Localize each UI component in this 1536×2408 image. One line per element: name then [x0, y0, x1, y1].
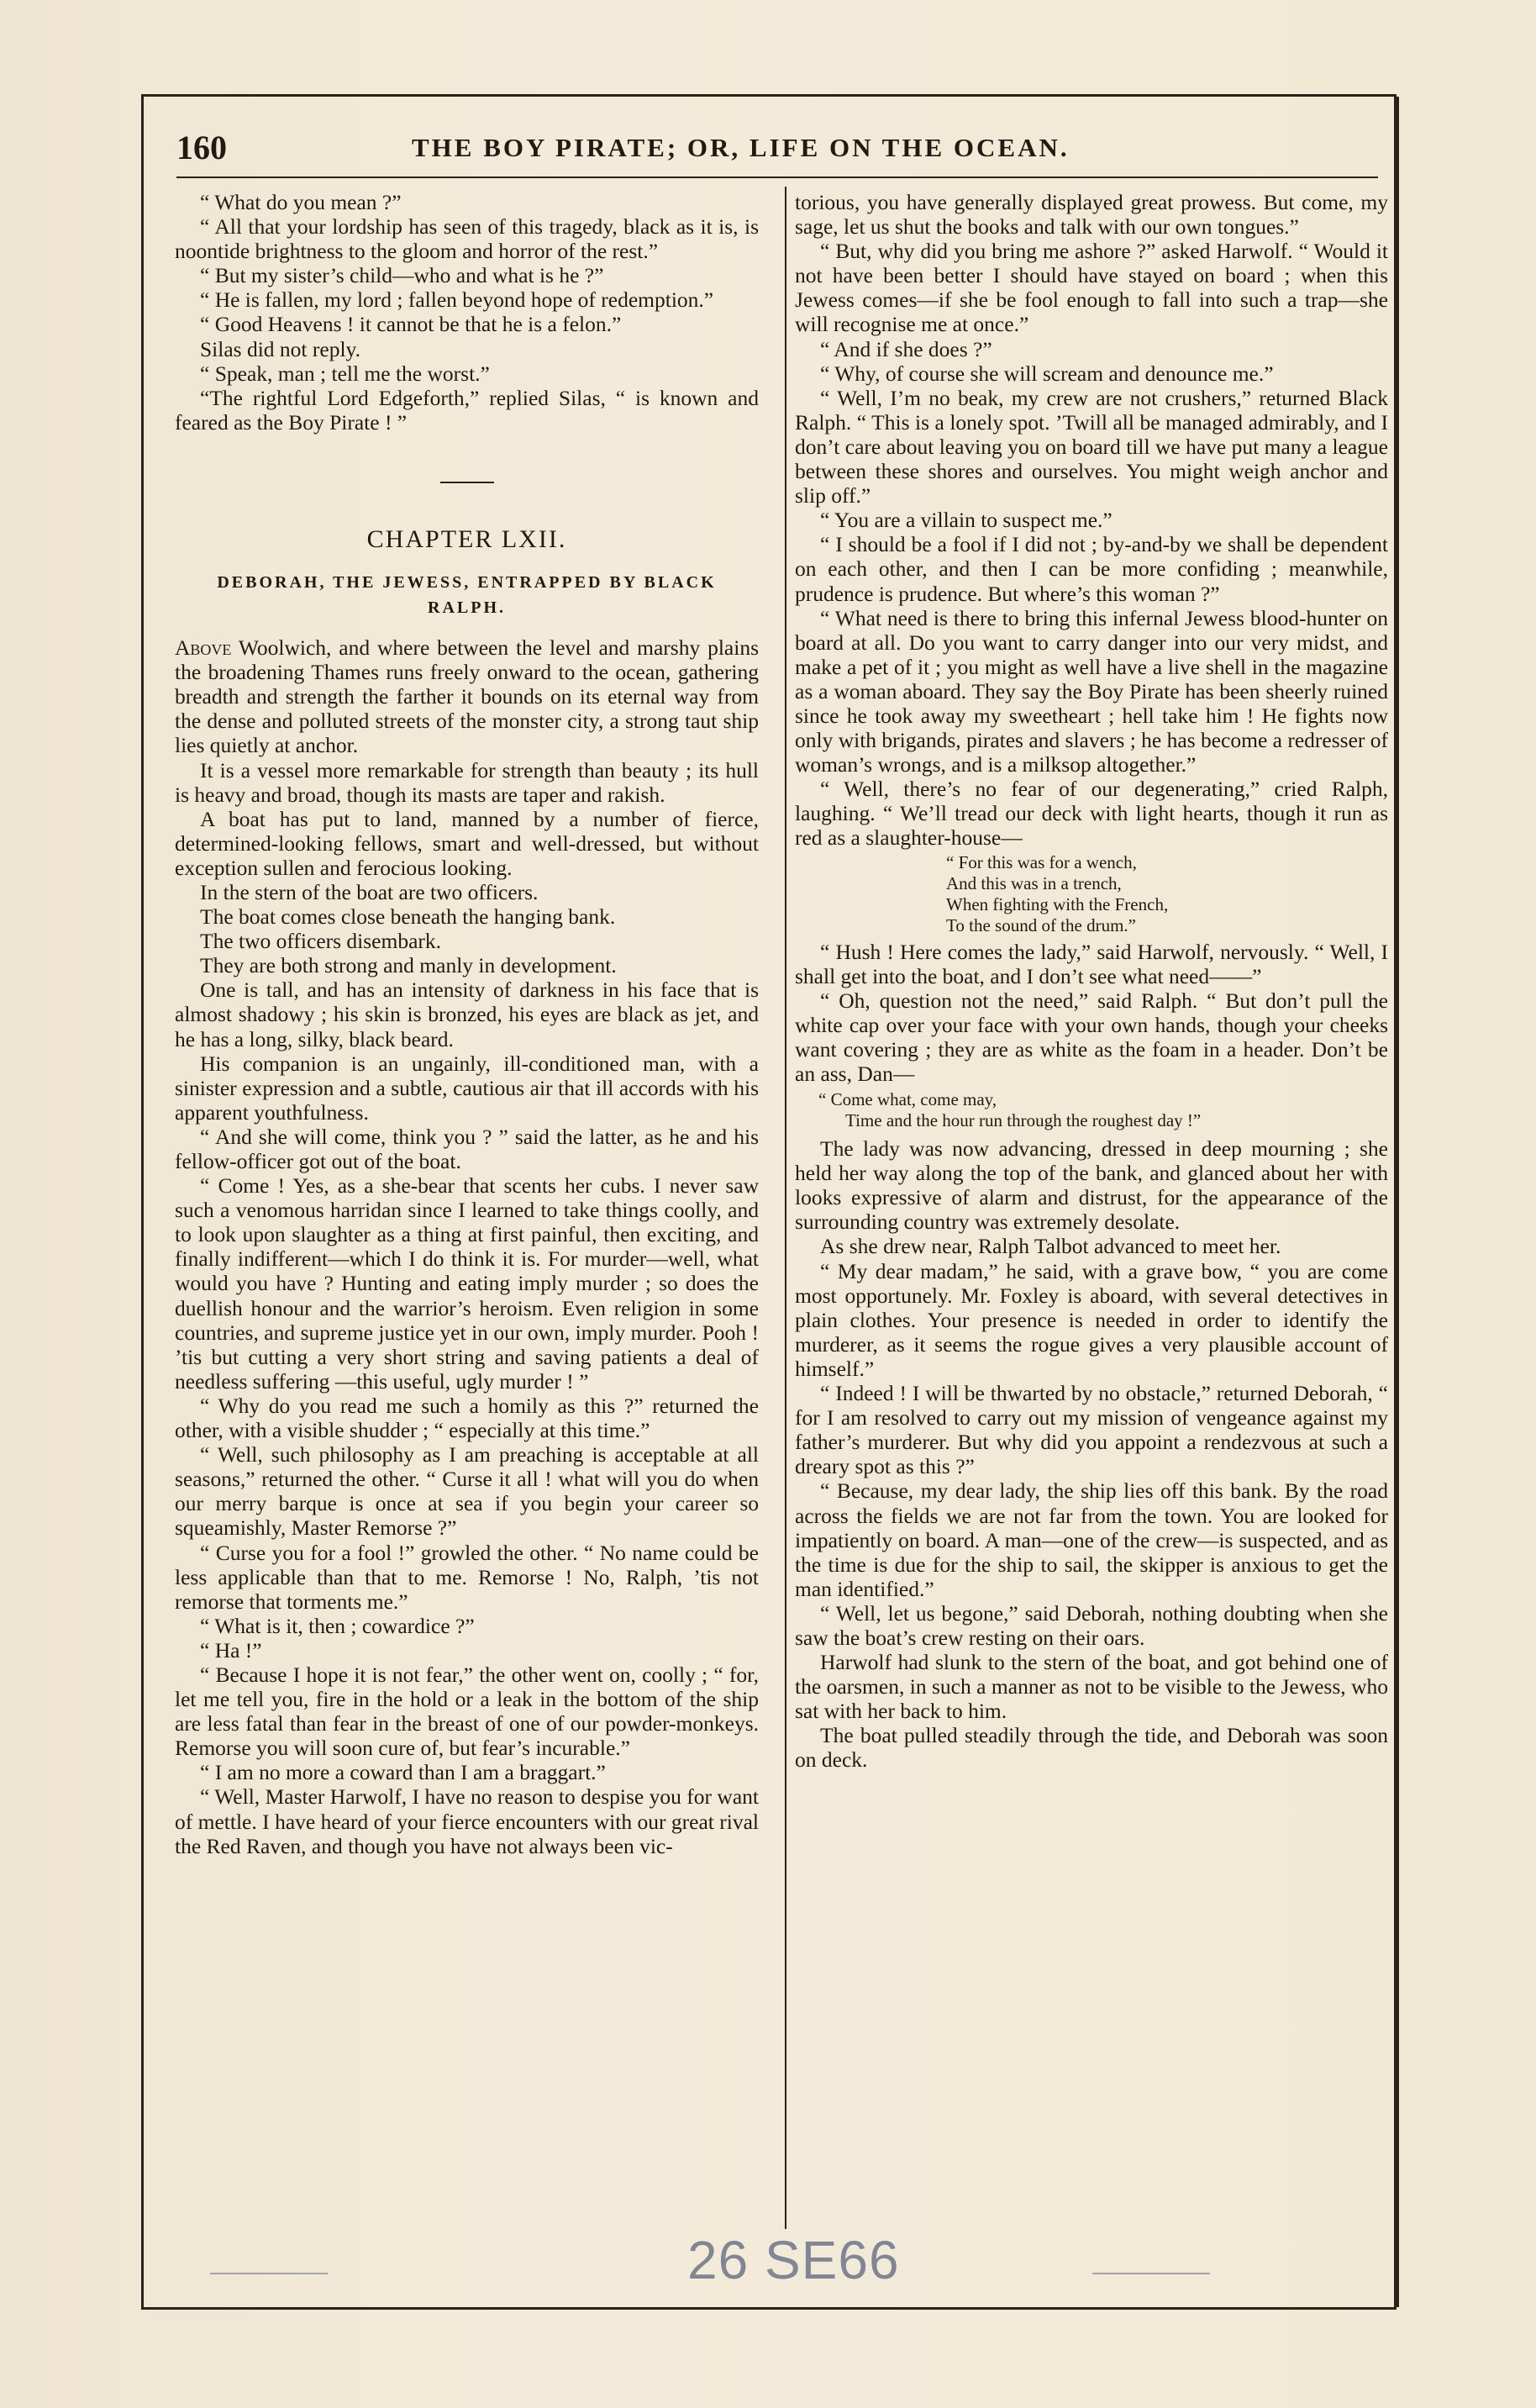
paragraph: It is a vessel more remarkable for strength than beauty ; its hull is heavy and broad, though its masts are taper and rakish.: [175, 757, 759, 807]
verse-line: To the sound of the drum.”: [946, 914, 1136, 935]
verse-quotation: [795, 1089, 1388, 1131]
paragraph: A boat has put to land, manned by a number of fierce, determined-looking fellows, smart and well-dressed, but without exception sullen and ferocious looking.: [175, 806, 759, 880]
column-divider: [785, 187, 786, 2229]
verse-line: And this was in a trench,: [946, 872, 1122, 893]
paragraph: “ Indeed ! I will be thwarted by no obstacle,” returned Deborah, “ for I am resolved to carry out my mission of vengeance against my father’s murderer. But why did you appoint a rendezvous at such a dreary spot as this ?”: [795, 1381, 1388, 1479]
left-column: [175, 190, 759, 1858]
stamp-line: [1092, 2273, 1210, 2274]
paragraph: “ Ha !”: [200, 1637, 262, 1662]
paragraph: “ Why, of course she will scream and denounce me.”: [820, 361, 1274, 386]
paragraph: In the stern of the boat are two officers.: [200, 879, 539, 904]
paragraph: “ And if she does ?”: [820, 336, 992, 361]
paragraph: “ I should be a fool if I did not ; by-and-by we shall be dependent on each other, and then I can be more confiding ; meanwhile, prudence is prudence. But where’s this woman ?”: [795, 532, 1388, 606]
paragraph: “ You are a villain to suspect me.”: [820, 508, 1113, 533]
chapter-opening-paragraph: [175, 635, 759, 757]
stamp-line: [210, 2273, 328, 2274]
paragraph: Silas did not reply.: [200, 336, 361, 361]
page-header: [176, 124, 1370, 175]
paragraph: “The rightful Lord Edgeforth,” replied Silas, “ is known and feared as the Boy Pirate ! ”: [175, 385, 759, 435]
paragraph: “ Well, let us begone,” said Deborah, nothing doubting when she saw the boat’s crew resting on their oars.: [795, 1600, 1388, 1650]
paragraph: “ Curse you for a fool !” growled the other. “ No name could be less applicable than that to me. Remorse ! No, Ralph, ’tis not remorse that torments me.”: [175, 1540, 759, 1614]
paragraph: “ Oh, question not the need,” said Ralph. “ But don’t pull the white cap over your face with your own hands, though your cheeks want covering ; they are as white as the foam in a header. Don’t be an ass, Dan—: [795, 988, 1388, 1086]
paragraph: “ Well, such philosophy as I am preaching is acceptable at all seasons,” returned the other. “ Curse it all ! what will you do when our merry barque is once at sea if you begin your career so squeamishly, Master Remorse ?”: [175, 1442, 759, 1541]
paragraph: “ What need is there to bring this infernal Jewess blood-hunter on board at all. Do you want to carry danger into our very midst, and make a pet of it ; you might as well have a live shell in the magazine as a woman aboard. They say the Boy Pirate has been sheerly ruined since he took away my sweetheart ; hell take him ! He fights now only with brigands, pirates and slavers ; he has become a redresser of woman’s wrongs, and is a milksop altogether.”: [795, 605, 1388, 777]
verse-line: When fighting with the French,: [946, 893, 1169, 914]
page-number: 160: [176, 129, 227, 166]
section-rule: [440, 482, 494, 483]
right-column: [795, 190, 1388, 1773]
chapter-subtitle: DEBORAH, THE JEWESS, ENTRAPPED BY BLACK RALPH.: [217, 573, 717, 618]
verse-line: Time and the hour run through the roughest day !”: [845, 1110, 1202, 1131]
paragraph: “ I am no more a coward than I am a braggart.”: [200, 1760, 606, 1785]
paragraph: “ Good Heavens ! it cannot be that he is a felon.”: [200, 312, 622, 337]
paragraph: “ What do you mean ?”: [200, 190, 402, 214]
paragraph: The boat pulled steadily through the tide, and Deborah was soon on deck.: [795, 1723, 1388, 1773]
paragraph: “ Hush ! Here comes the lady,” said Harwolf, nervously. “ Well, I shall get into the boat, and I don’t see what need——”: [795, 939, 1388, 988]
paragraph: “ Come ! Yes, as a she-bear that scents her cubs. I never saw such a venomous harridan since I learned to take things coolly, and to look upon slaughter as a thing at first painful, then exciting, and finally indifferent—which I do think it is. For murder—well, what would you have ? Hunting and eating imply murder ; so does the duellish honour and the warrior’s heroism. Even religion in some countries, and supreme justice yet in our own, imply murder. Pooh ! ’tis but cutting a very short string and saving patients a deal of needless suffering —this useful, ugly murder ! ”: [175, 1173, 759, 1394]
paragraph: “ But my sister’s child—who and what is he ?”: [200, 263, 604, 288]
paragraph: The boat comes close beneath the hanging bank.: [200, 904, 616, 930]
paragraph: “ Because I hope it is not fear,” the other went on, coolly ; “ for, let me tell you, fire in the hold or a leak in the bottom of the ship are less fatal than fear in the breast of one of our powder-monkeys. Remorse you will soon cure of, but fear’s incurable.”: [175, 1662, 759, 1761]
paragraph: “ Well, Master Harwolf, I have no reason to despise you for want of mettle. I have heard of your fierce encounters with our great rival the Red Raven, and though you have not always been vic-: [175, 1784, 759, 1858]
paragraph: “ What is it, then ; cowardice ?”: [200, 1613, 475, 1638]
paragraph: They are both strong and manly in development.: [200, 953, 617, 978]
paragraph: “ Well, I’m no beak, my crew are not crushers,” returned Black Ralph. “ This is a lonely spot. ’Twill all be managed admirably, and I don’t care about leaving you on board till we have put many a league between these shores and ourselves. You might weigh anchor and slip off.”: [795, 385, 1388, 508]
paragraph: “ My dear madam,” he said, with a grave bow, “ you are come most opportunely. Mr. Foxley is aboard, with several detectives in plain clothes. Your presence is needed in order to identify the murderer, as it seems the rogue gives a very plausible account of himself.”: [795, 1258, 1388, 1381]
paragraph: “ Speak, man ; tell me the worst.”: [200, 361, 490, 386]
verse-quotation: [795, 852, 1388, 936]
running-title: THE BOY PIRATE; OR, LIFE ON THE OCEAN.: [412, 133, 1070, 162]
chapter-title: CHAPTER LXII.: [366, 524, 567, 553]
library-date-stamp: 26 SE66: [687, 2230, 900, 2290]
paragraph: One is tall, and has an intensity of darkness in his face that is almost shadowy ; his skin is bronzed, his eyes are black as jet, and he has a long, silky, black beard.: [175, 977, 759, 1051]
paragraph: The lady was now advancing, dressed in deep mourning ; she held her way along the top of the bank, and glanced about her with looks expressive of alarm and distrust, for the appearance of the surrounding country was extremely desolate.: [795, 1136, 1388, 1235]
verse-line: “ For this was for a wench,: [946, 851, 1137, 872]
paragraph: torious, you have generally displayed great prowess. But come, my sage, let us shut the books and talk with our own tongues.”: [795, 190, 1388, 240]
paragraph: His companion is an ungainly, ill-conditioned man, with a sinister expression and a subtle, cautious air that ill accords with his apparent youthfulness.: [175, 1051, 759, 1125]
paragraph: As she drew near, Ralph Talbot advanced to meet her.: [820, 1234, 1281, 1259]
paragraph: “ But, why did you bring me ashore ?” asked Harwolf. “ Would it not have been better I should have stayed on board ; when this Jewess comes—if she be fool enough to fall into such a trap—she will recognise me at once.”: [795, 239, 1388, 337]
paragraph: The two officers disembark.: [200, 929, 442, 954]
paragraph: “ Why do you read me such a homily as this ?” returned the other, with a visible shudder ; “ especially at this time.”: [175, 1393, 759, 1443]
opening-words: Above: [175, 635, 232, 661]
paragraph: Harwolf had slunk to the stern of the boat, and got behind one of the oarsmen, in such a manner as not to be visible to the Jewess, who sat with her back to him.: [795, 1650, 1388, 1724]
header-rule: [176, 177, 1378, 178]
paragraph: “ And she will come, think you ? ” said the latter, as he and his fellow-officer got out of the boat.: [175, 1124, 759, 1173]
paragraph: “ Because, my dear lady, the ship lies off this bank. By the road across the fields we are not far from the town. You are looked for impatiently on board. A man—one of the crew—is suspected, and as the time is due for the ship to sail, the skipper is anxious to get the man identified.”: [795, 1478, 1388, 1601]
paragraph: “ He is fallen, my lord ; fallen beyond hope of redemption.”: [200, 287, 714, 313]
paragraph: “ Well, there’s no fear of our degenerating,” cried Ralph, laughing. “ We’ll tread our deck with light hearts, though it run as red as a slaughter-house—: [795, 777, 1388, 851]
paragraph: “ All that your lordship has seen of this tragedy, black as it is, is noontide brightness to the gloom and horror of the rest.”: [175, 214, 759, 264]
opening-text: Woolwich, and where between the level and marshy plains the broadening Thames runs freely onward to the ocean, gathering breadth and strength the farther it bounds on its eternal way from the dense and polluted streets of the monster city, a strong taut ship lies quietly at anchor.: [175, 635, 759, 758]
verse-line: “ Come what, come may,: [818, 1089, 997, 1110]
